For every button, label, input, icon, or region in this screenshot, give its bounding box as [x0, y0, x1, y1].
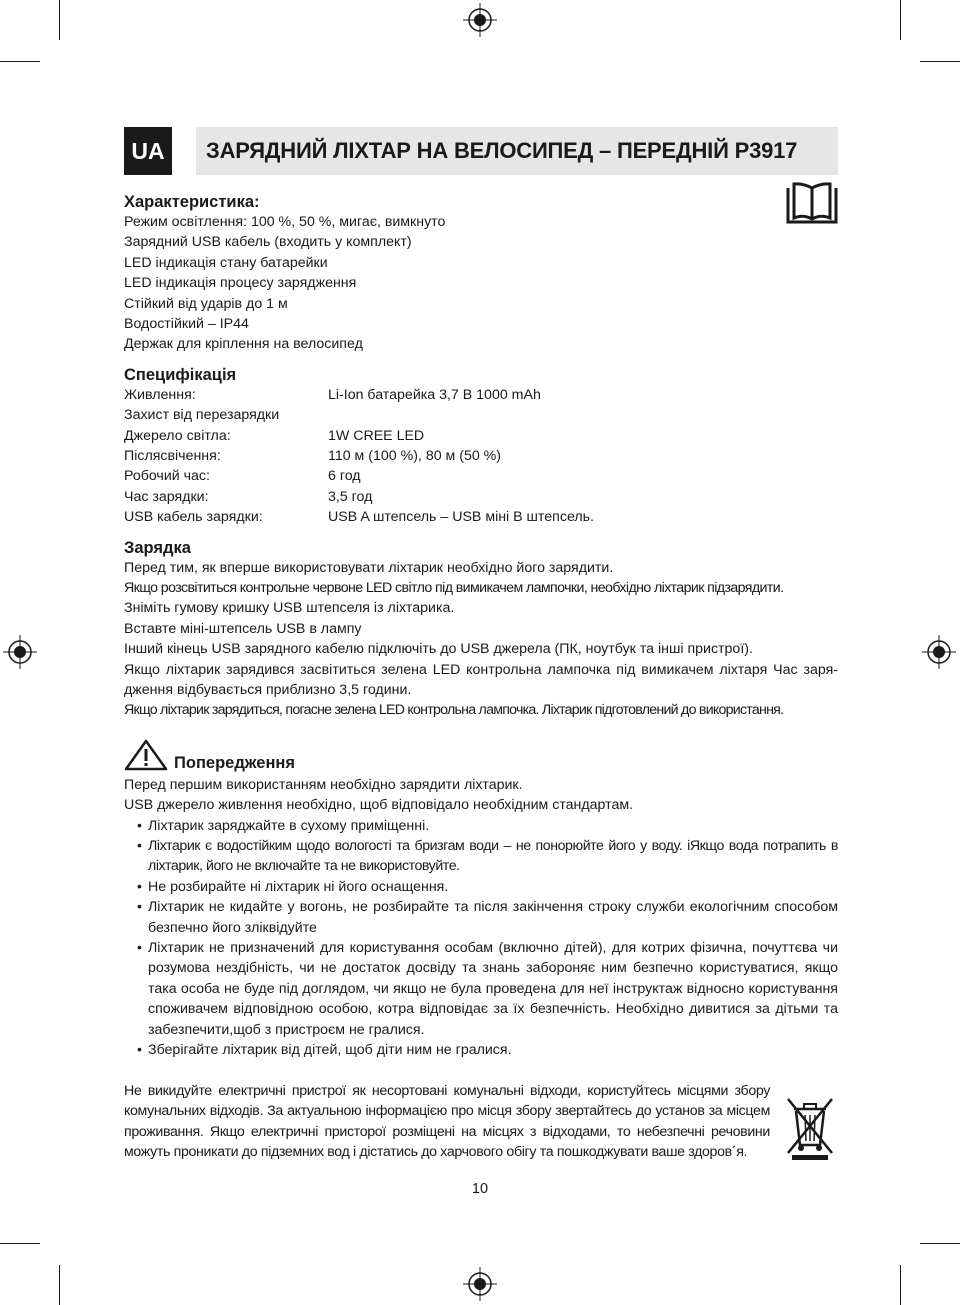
spec-value: 1W CREE LED [328, 427, 425, 444]
paragraph: Інший кінець USB зарядного кабелю підключіть до USB джерела (ПК, ноутбук та інші пристрої). [124, 641, 753, 658]
language-badge: UA [124, 127, 172, 175]
warning-section [124, 739, 838, 1061]
crop-mark [900, 0, 901, 40]
list-item: • Зберігайте ліхтарик від дітей, щоб діти ним не гралися. [124, 1040, 838, 1060]
list-item: • Ліхтарик заряджайте в сухому приміщенні. [124, 816, 838, 836]
spec-row [124, 385, 838, 405]
crop-mark [0, 1243, 40, 1244]
list-item: • Ліхтарик не кидайте у вогонь, не розбирайте та після закінчення строку служби екологічним способом безпечно його зліквідуйте [124, 897, 838, 938]
spec-value: 3,5 год [328, 488, 373, 505]
spec-row [124, 426, 838, 446]
spec-value: 6 год [328, 468, 361, 485]
spec-value: Li-Ion батарейка 3,7 В 1000 mAh [328, 386, 541, 403]
spec-row [124, 507, 838, 527]
warning-header [124, 739, 838, 771]
paragraph: Вставте міні-штепсель USB в лампу [124, 620, 362, 637]
characteristics-section [124, 192, 838, 355]
crossed-out-bin-icon [782, 1095, 838, 1161]
feature-line: LED індикація процесу зарядження [124, 275, 357, 292]
feature-line: Стійкий від ударів до 1 м [124, 295, 288, 312]
spec-label: Живлення: [124, 386, 196, 403]
page-number: 10 [471, 1181, 489, 1197]
warning-list [124, 816, 838, 1061]
crop-mark [920, 61, 960, 62]
feature-line: Режим освітлення: 100 %, 50 %, мигає, вимкнуто [124, 214, 446, 230]
list-item: • Не розбирайте ні ліхтарик ні його оснащення. [124, 877, 838, 897]
specification-section [124, 365, 838, 528]
warning-triangle-icon [124, 739, 168, 771]
crop-mark [0, 61, 40, 62]
paragraph: Якщо ліхтарик зарядиться, погасне зелена LED контрольна лампочка. Ліхтарик підготовлений до використання. [124, 702, 784, 719]
feature-line: Держак для кріплення на велосипед [124, 336, 363, 353]
feature-line: Водостійкий – IP44 [124, 316, 249, 333]
page-header [124, 127, 838, 175]
spec-label: Джерело світла: [124, 427, 231, 444]
spec-row [124, 446, 838, 466]
spec-label: USB кабель зарядки: [124, 509, 263, 526]
paragraph: Перед тим, як вперше використовувати ліхтарик необхідно його зарядити. [124, 559, 614, 576]
paragraph: Перед першим використанням необхідно зарядити ліхтарик. [124, 776, 523, 793]
spec-label: Захист від перезарядки [124, 407, 280, 424]
crop-mark [900, 1265, 901, 1305]
section-heading: Зарядка [124, 538, 191, 557]
paragraph: Якщо розсвітиться контрольне червоне LED світло під вимикачем лампочки, необхідно ліхтарик підзарядити. [124, 579, 784, 596]
paragraph: Зніміть гумову кришку USB штепселя із ліхтарика. [124, 600, 455, 617]
list-item: • Ліхтарик не призначений для користування особам (включно дітей), для котрих фізична, почуттєва чи розумова нездібність, чи не достаток досвіду та знань забороняє ним безпечно користуватися, якщо така особа не буде під доглядом, чи якщо не була проведена для неї інструктаж відносно користування споживачем відповідною особою, котра відповідає за їх безпечність. Необхідно дивитися за дітьми та забезпечити,щоб з пристроєм не гралися. [124, 938, 838, 1040]
charging-section [124, 538, 838, 721]
registration-mark-icon [463, 3, 497, 37]
section-heading: Попередження [174, 753, 296, 772]
paragraph: USB джерело живлення необхідно, щоб відповідало необхідним стандартам. [124, 797, 634, 814]
spec-value: USB A штепсель – USB міні B штепсель. [328, 509, 594, 526]
spec-value: 110 м (100 %), 80 м (50 %) [328, 448, 502, 465]
registration-mark-icon [922, 635, 956, 669]
spec-row [124, 405, 838, 425]
crop-mark [59, 1265, 60, 1305]
registration-mark-icon [3, 635, 37, 669]
feature-line: LED індикація стану батарейки [124, 254, 328, 271]
section-heading: Характеристика: [124, 193, 260, 211]
spec-row [124, 466, 838, 486]
spec-label: Робочий час: [124, 468, 210, 485]
title-bar [196, 127, 838, 175]
crop-mark [920, 1243, 960, 1244]
crop-mark [59, 0, 60, 40]
section-heading: Специфікація [124, 365, 237, 384]
spec-label: Післясвічення: [124, 448, 221, 465]
page-title: ЗАРЯДНИЙ ЛІХТАР НА ВЕЛОСИПЕД – ПЕРЕДНІЙ P3917 [206, 138, 798, 163]
list-item: • Ліхтарик є водостійким щодо вологості та бризгам води – не понорюйте його у воду. іЯкщо вода потрапить в ліхтарик, його не включайте та не використовуйте. [124, 836, 838, 877]
spec-row [124, 487, 838, 507]
recycling-notice: Не викидуйте електричні пристрої як несортовані комунальні відходи, користуйтесь місцями збору комунальних відходів. За актуальною інформацією про місця збору звертайтесь до установ за місцем проживання. Якщо електричні присторої розміщені на місцях з відходами, то небезпечні речовини можуть проникати до підземних вод і дістатись до харчового обігу та пошкоджувати ваше здоров´я. [124, 1083, 770, 1161]
feature-line: Зарядний USB кабель (входить у комплект) [124, 234, 412, 251]
registration-mark-icon [463, 1267, 497, 1301]
spec-label: Час зарядки: [124, 488, 209, 505]
paragraph: Якщо ліхтарик зарядився засвітиться зелена LED контрольна лампочка під вимикачем ліхтаря Час заря-дження відбувається приблизно 3,5 години. [124, 661, 838, 699]
main-content [124, 192, 838, 1061]
